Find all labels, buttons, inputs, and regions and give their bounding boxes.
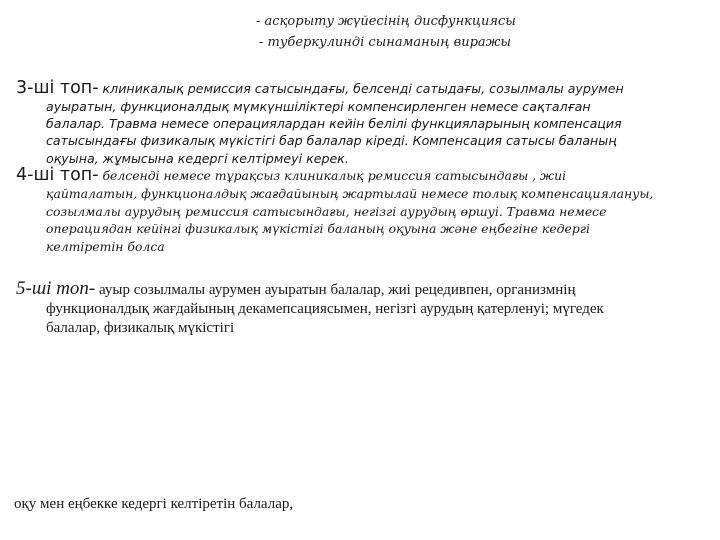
- group-4-paragraph: [16, 165, 708, 255]
- header-line-1: - асқорыту жүйесінің дисфункциясы: [256, 14, 516, 29]
- group-3-line-3: балалар. Травма немесе операциялардан кейін белілі функцияларының компенсация: [46, 116, 622, 132]
- group-4-line-2: қайталатын, функционалдық жағдайының жартылай немесе толық компенсациялануы,: [46, 186, 654, 201]
- group-4-continuation: [16, 185, 708, 255]
- group-4-first-line: [16, 165, 708, 185]
- footer-text: оқу мен еңбекке кедергі келтіретін балалар,: [14, 496, 294, 512]
- group-4-line-4: операциядан кейінгі физикалық мүкістігі баланың оқуына және еңбегіне кедергі: [46, 221, 590, 237]
- group-4-line-5: келтіретін болса: [46, 238, 165, 254]
- group-5-first-line: [16, 278, 708, 300]
- group-5-paragraph: [16, 278, 708, 337]
- group-5-line-3: балалар, физикалық мүкістігі: [46, 319, 235, 336]
- group-4-line-3: созылмалы аурудың ремиссия сатысындағы, негізгі аурудың өршуі. Травма немесе: [46, 203, 607, 219]
- group-3-line-1: клиникалық ремиссия сатысындағы, белсенді сатыдағы, созылмалы аурумен: [98, 81, 624, 96]
- header-line-2: - туберкулинді сынаманың виражы: [259, 35, 512, 50]
- group-5-line-2: функционалдық жағдайының декамепсациясымен, негізгі аурудың қатерленуі; мүгедек: [46, 301, 604, 317]
- group-3-first-line: [16, 78, 708, 98]
- header-block: [256, 11, 516, 53]
- group-3-lead: 3-ші топ-: [16, 78, 99, 98]
- group-5-lead: 5-ші топ-: [16, 278, 96, 299]
- group-5-continuation: [16, 300, 708, 337]
- group-4-line-1: белсенді немесе тұрақсыз клиникалық ремиссия сатысындағы , жиі: [98, 168, 567, 183]
- group-5-line-1: ауыр созылмалы аурумен ауыратын балалар, жиі рецедивпен, организмнің: [95, 282, 576, 298]
- group-3-line-2: ауыратын, функционалдық мүмкүншіліктері компенсирленген немесе сақталған: [46, 99, 591, 114]
- group-3-line-4: сатысындағы физикалық мүкістігі бар балалар кіреді. Компенсация сатысы баланың: [46, 133, 617, 149]
- group-3-paragraph: [16, 78, 708, 167]
- group-3-line-5: оқуына, жұмысына кедергі келтірмеуі керек.: [46, 150, 349, 166]
- group-4-lead: 4-ші топ-: [16, 165, 99, 185]
- group-3-continuation: [16, 98, 708, 167]
